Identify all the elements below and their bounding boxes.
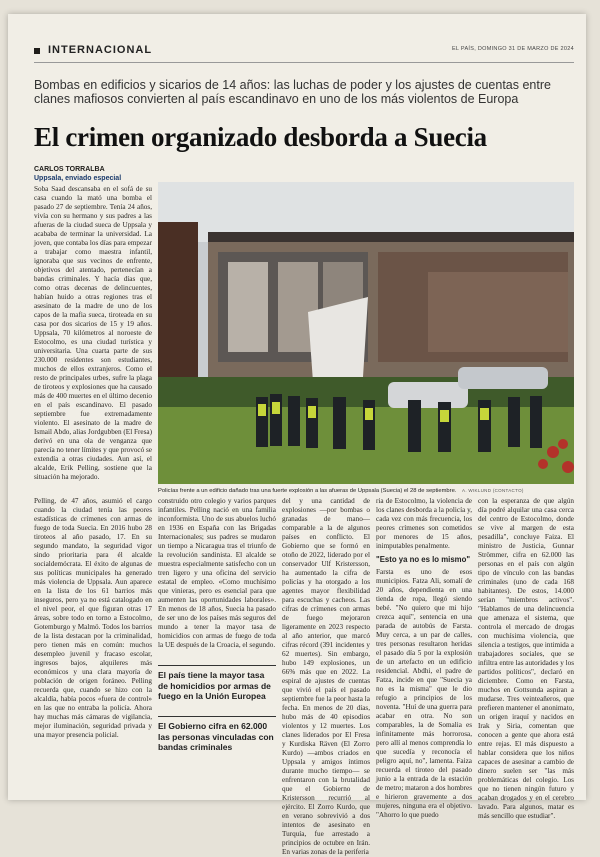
column-4-continued: Farsta es uno de esos municipios. Fatza Ali, somalí de 20 años, dependienta en una tienda de ropa, llegó siendo bebé. "No quiero que mi hijo crezca aquí", sentencia en una parada de autobús de Farsta. Muy cerca, a un par de calles, tres personas resultaron heridas el pasado día 5 por la explosión de un artefacto en un edificio residencial. Abdhi, el padre de Fatza, incide en que "Suecia ya no es la misma" que le dio refugio a principios de los noventa. "Huí de una guerra para acabar en otra. No son comparables, la de Somalia es infinitamente más horrorosa, pero allí al menos comprendía lo que sucedía y reconocía el peligro aquí, no", lamenta. Faiza recuerda el tiroteo del pasado junio a la entrada de la estación de metro; mataron a dos hombres e hirieron gravemente a dos mujeres, ninguna era el objetivo. "Ahorro lo que puedo <box>376 568 473 819</box>
police-scene-photo <box>158 182 574 484</box>
lead-paragraph: Soba Saad descansaba en el sofá de su casa cuando la mató una bomba el pasado 27 de septiembre. Tenía 24 años, vivía con su hermano y sus padres a las afueras de la ciudad sueca de Uppsala y acababa de terminar la universidad. La joven, que contaba los días para empezar a trabajar como maestra infantil, ignoraba que sus vecinos de enfrente, objetivos del atentado, pertenecían a bandas criminales. Y hacía días que, como otras decenas de delincuentes, habían huido a otras regiones tras el asesinato de la madre de uno de los capos de la mafia sueca, tiroteada en su casa por dos sicarios de 15 y 19 años. Uppsala, 70 kilómetros al noroeste de Estocolmo, es una ciudad turística y universitaria. Una cuarta parte de sus 230.000 residentes son estudiantes, muchos de ellos extranjeros. Como el resto de principales urbes, sufre la plaga de tiroteos y explosiones que ha causado más de 400 muertes en el último decenio en el país escandinavo. El pasado septiembre fue extremadamente violento. El asesinato de la madre de Ismail Abdo, alias Jordgubben (El Fresa) derivó en una ola de venganza que parecía no tener límites y que provocó se extendía a otras ciudades. Aun así, el alcalde, Erik Pelling, sostiene que la situación ha mejorado. <box>34 185 152 481</box>
section-label: INTERNACIONAL <box>48 44 153 56</box>
article-byline: CARLOS TORRALBA <box>34 166 105 173</box>
column-2-text: construido otro colegio y varios parques infantiles. Pelling nació en una familia inconformista. Uno de sus abuelos luchó en 1936 en España con las Brigadas Internacionales; sus padres se mudaron un tiempo a Nicaragua tras el triunfo de la revolución sandinista. El alcalde se muestra especialmente satisfecho con un tren ligero y una oficina del servicio estatal de empleo. «Como muchísimo que vinieras, pero es esencial para que aumenten las oportunidades laborales». En menos de 18 años, Suecia ha pasado de ser uno de los países más seguros del mundo a tener la mayor tasa de homicidios con armas de fuego de toda la UE después de la Croacia, el segundo. <box>158 497 276 649</box>
article-column-lead <box>34 185 152 485</box>
pullquote-rule-1 <box>158 665 276 666</box>
article-deck: Bombas en edificios y sicarios de 14 años: las luchas de poder y los ajustes de cuentas entre clanes mafiosos convierten al país escandinavo en uno de los más violentos de Europa <box>34 78 551 106</box>
article-column-2 <box>158 497 276 659</box>
article-column-4 <box>376 497 473 819</box>
newspaper-page <box>8 14 586 856</box>
news-photo <box>158 182 574 484</box>
article-column-5 <box>478 497 575 820</box>
article-dateline: Uppsala, enviado especial <box>34 175 122 182</box>
section-marker-icon <box>34 48 40 54</box>
photo-caption <box>158 488 574 494</box>
page-header <box>34 44 574 60</box>
article-headline: El crimen organizado desborda a Suecia <box>34 122 487 152</box>
photo-caption-text: Policías frente a un edificio dañado tras una fuerte explosión a las afueras de Uppsala (Suecia) el 28 de septiembre. <box>158 488 457 494</box>
article-column-1 <box>34 497 152 797</box>
header-rule <box>34 62 574 63</box>
page-folio: EL PAÍS, DOMINGO 31 DE MARZO DE 2024 <box>451 46 574 52</box>
photo-credit: A. WIKLUND (CONTACTO) <box>462 488 524 493</box>
pullquote-rule-2 <box>158 716 276 717</box>
column-5-text: con la esperanza de que algún día podré alquilar una casa cerca del centro de Estocolmo, donde se vive al margen de esta pesadilla", concluye Faiza. El ministro de Justicia, Gunnar Strömmer, cifra en 62.000 las personas en el país con algún tipo de vínculo con las bandas criminales (uno de cada 168 habitantes). De estos, 14.000 serían "miembros activos". "Hablamos de una delincuencia que amenaza el sistema, que controla el mercado de drogas con muchísima violencia, que silencia a testigos, que intimida a trabajadores sociales, que se infiltra entre las autoridades y los partidos políticos", declaró en diciembre. Como en Farsta, muchos en Gottsunda aspiran a mudarse. Tres veinteañeros, que prefieren mantener el anonimato, un origen iraquí y nacidos en Irak y Siria, comentan que conocen a gente que ahora está entre rejas. El más dispuesto a hablar considera que los niños capaces de asesinar a cambio de dinero suelen ser "las más problemáticas del colegio. Los que no tienen ningún futuro y acaban drogados y en el cerebro lavado. Para algunos, matar es más sencillo que estudiar". <box>478 497 575 820</box>
pullquote-1: El país tiene la mayor tasa de homicidios por armas de fuego en la Unión Europea <box>158 670 271 701</box>
column-4-text: ria de Estocolmo, la violencia de los clanes desborda a la policía y, cada vez con más frecuencia, los peores crímenes son cometidos por menores de 15 años, inimputables penalmente. <box>376 497 472 550</box>
column-1-text: Pelling, de 47 años, asumió el cargo cuando la ciudad tenía las peores estadísticas de crímenes con armas de fuego de toda Suecia. En 2016 hubo 28 tiroteos al año pasado, 17. En su segundo mandato, la seguridad vigor sindo prioritaria para él alcalde socialdemócrata. El éxito de algunas de sus políticas municipales ha generado más violencia de Uppsala. Aun aparece en la lista de los 61 barrios más inseguros, pero ya no está catalogado en el nivel peor, el que figuran otras 17 áreas, sobre todo en torno a Estocolmo, Gotemburgo y Malmö. Todos los barrios de la lista destacan por la criminalidad, pero tienen más en común: muchos desempleo juvenil y fracaso escolar, ingresos bajos, alquileres más económicos y una clara mayoría de población de origen foráneo. Pelling recuerda que, cuando se hizo con la alcaldía, había pocos «fuera de control» en las que no entraba la policía. Ahora hay muchas más cámaras de vigilancia, mejor iluminación, seguridad privada y una mayor presencia policial. <box>34 497 152 739</box>
article-column-3 <box>282 497 370 856</box>
column-3-text: del y una cantidad de explosiones —por bombas o granadas de mano— comparable a la de algunos países en conflicto. El Gobierno que se formó en otoño de 2022, liderado por el conservador Ulf Kristersson, ha aumentado la cifra de policías y ha otorgado a los agentes mayor flexibilidad para escuchas y cacheos. Las cifras de crímenes con armas de fuego mejoraron ligeramente en 2023 respecto al año anterior, que marcó cifras récord (391 incidentes y 62 muertes). Sin embargo, hubo 149 explosiones, un 66% más que en 2022. La espiral de ajustes de cuentas que vivió el país el pasado septiembre fue la peor hasta la fecha. En menos de 20 días, hubo más de 40 episodios violentos y 12 muertes. Los clanes liderados por El Fresa y Kurdiska Räven (El Zorro Kurdo) —ambos criados en Uppsala y amigos íntimos durante mucho tiempo— se enfrentaron con la brutalidad que el Gobierno de Kristersson recurrió al ejército. El Zorro Kurdo, que en verano sobrevivió a dos intentos de asesinato en Turquía, fue arrestado a principios de octubre en Irán. En varias zonas de la periferia <box>282 497 370 856</box>
pullquote-2: El Gobierno cifra en 62.000 las personas vinculadas con bandas criminales <box>158 721 274 752</box>
section-subhead: "Esto ya no es lo mismo" <box>376 555 471 564</box>
